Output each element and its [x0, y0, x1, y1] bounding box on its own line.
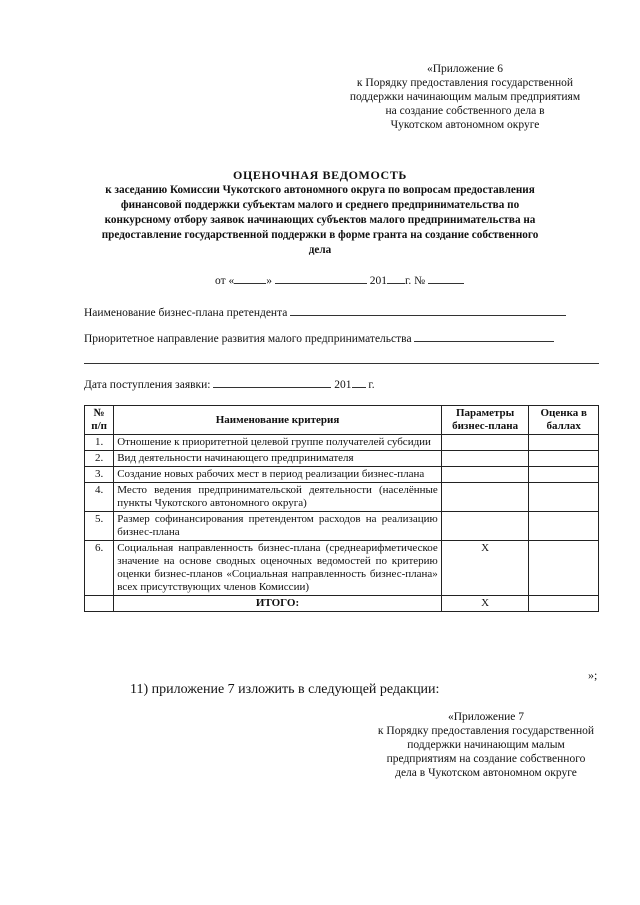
- table-header-row: [85, 406, 599, 435]
- subtitle-line: дела: [308, 244, 332, 256]
- date-year: 201: [369, 275, 387, 287]
- row-params: [441, 512, 529, 541]
- document-subtitle: [80, 183, 560, 258]
- priority-field: [84, 330, 554, 345]
- quote-end-mark: »;: [588, 668, 598, 682]
- date-month-blank: [275, 272, 367, 284]
- row-num: 4.: [85, 483, 114, 512]
- date-year-suffix: г. №: [405, 275, 426, 287]
- appendix-6-line: на создание собственного дела в: [385, 105, 545, 117]
- received-date-blank: [213, 376, 331, 388]
- total-score: [529, 596, 599, 612]
- row-score: [529, 512, 599, 541]
- total-label: ИТОГО:: [114, 596, 442, 612]
- appendix-6-line: «Приложение 6: [426, 63, 504, 75]
- header-params: Параметры бизнес-плана: [441, 406, 529, 435]
- appendix-6-header: [330, 62, 600, 132]
- priority-blank: [414, 330, 554, 342]
- received-suffix: г.: [368, 379, 375, 391]
- table-row: [85, 541, 599, 596]
- date-number-blank: [428, 272, 464, 284]
- appendix-7-line: к Порядку предоставления государственной: [377, 725, 595, 737]
- header-criterion: Наименование критерия: [114, 406, 442, 435]
- row-criterion: Вид деятельности начинающего предпринимателя: [114, 451, 442, 467]
- business-plan-label: Наименование бизнес-плана претендента: [84, 307, 288, 319]
- row-criterion: Место ведения предпринимательской деятельности (населённые пункты Чукотского автономного округа): [114, 483, 442, 512]
- paragraph-11: 11) приложение 7 изложить в следующей редакции:: [130, 682, 440, 697]
- subtitle-line: финансовой поддержки субъектам малого и среднего предпринимательства по: [120, 199, 520, 211]
- row-score: [529, 483, 599, 512]
- table-total-row: [85, 596, 599, 612]
- appendix-7-line: поддержки начинающим малым: [407, 739, 565, 751]
- subtitle-line: предоставление государственной поддержки в форме гранта на создание собственного: [101, 229, 539, 241]
- appendix-7-header: [362, 710, 610, 780]
- received-year: 201: [334, 379, 352, 391]
- table-row: [85, 451, 599, 467]
- date-quote-close: »: [266, 275, 272, 287]
- document-title: ОЦЕНОЧНАЯ ВЕДОМОСТЬ: [233, 168, 407, 182]
- appendix-7-line: предприятиям на создание собственного: [386, 753, 586, 765]
- row-params: [441, 467, 529, 483]
- business-plan-field: [84, 304, 566, 319]
- date-year-blank: [387, 272, 405, 284]
- received-date-field: [84, 376, 375, 391]
- row-score: [529, 541, 599, 596]
- business-plan-blank: [290, 304, 566, 316]
- row-score: [529, 435, 599, 451]
- row-score: [529, 467, 599, 483]
- appendix-6-line: к Порядку предоставления государственной: [356, 77, 574, 89]
- row-criterion: Социальная направленность бизнес-плана (среднеарифметическое значение на основе сводных оценочных ведомостей по критерию оценки бизнес-планов «Социальная направленность бизнес-плана» всех присутствующих членов Комиссии): [114, 541, 442, 596]
- priority-label: Приоритетное направление развития малого предпринимательства: [84, 333, 412, 345]
- row-criterion: Размер софинансирования претендентом расходов на реализацию бизнес-плана: [114, 512, 442, 541]
- appendix-6-line: поддержки начинающим малым предприятиям: [349, 91, 581, 103]
- row-params: [441, 435, 529, 451]
- criteria-table: [84, 405, 599, 612]
- date-day-blank: [234, 272, 266, 284]
- table-row: [85, 512, 599, 541]
- total-params: Х: [441, 596, 529, 612]
- row-criterion: Отношение к приоритетной целевой группе получателей субсидии: [114, 435, 442, 451]
- row-criterion: Создание новых рабочих мест в период реализации бизнес-плана: [114, 467, 442, 483]
- header-score: Оценка в баллах: [529, 406, 599, 435]
- row-num: 5.: [85, 512, 114, 541]
- table-row: [85, 483, 599, 512]
- appendix-7-line: дела в Чукотском автономном округе: [395, 767, 577, 779]
- header-num: № п/п: [85, 406, 114, 435]
- priority-continuation-line: [84, 363, 599, 364]
- appendix-7-line: «Приложение 7: [447, 711, 525, 723]
- appendix-6-line: Чукотском автономном округе: [390, 119, 540, 131]
- row-score: [529, 451, 599, 467]
- date-prefix: от «: [215, 275, 235, 287]
- received-label: Дата поступления заявки:: [84, 379, 211, 391]
- row-num: 6.: [85, 541, 114, 596]
- table-row: [85, 467, 599, 483]
- received-year-blank: [352, 376, 366, 388]
- subtitle-line: к заседанию Комиссии Чукотского автономного округа по вопросам предоставления: [105, 184, 535, 196]
- row-num: 2.: [85, 451, 114, 467]
- row-num: 3.: [85, 467, 114, 483]
- row-params: [441, 483, 529, 512]
- date-line: [215, 272, 464, 287]
- subtitle-line: конкурсному отбору заявок начинающих субъектов малого предпринимательства на: [104, 214, 536, 226]
- row-params: [441, 451, 529, 467]
- total-num: [85, 596, 114, 612]
- table-row: [85, 435, 599, 451]
- row-params: Х: [441, 541, 529, 596]
- row-num: 1.: [85, 435, 114, 451]
